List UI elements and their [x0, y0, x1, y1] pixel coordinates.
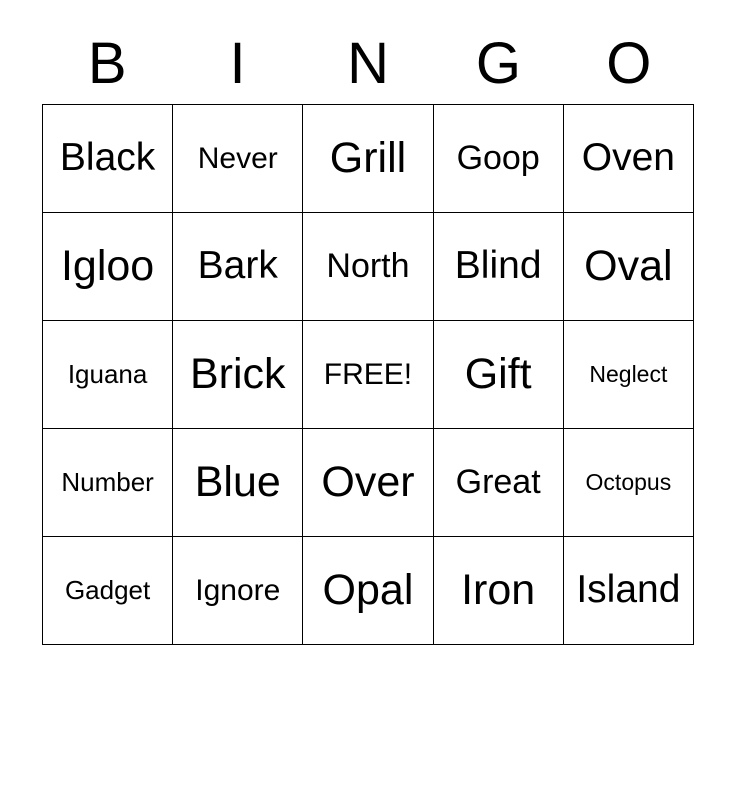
bingo-cell[interactable] — [43, 321, 173, 429]
header-letter-b: B — [87, 31, 127, 96]
header-letter-n: N — [347, 31, 389, 96]
bingo-cell[interactable] — [303, 213, 433, 321]
bingo-cell[interactable] — [563, 213, 693, 321]
bingo-cell[interactable] — [433, 429, 563, 537]
header-letter-g: G — [475, 31, 521, 96]
bingo-cell-label: Gift — [464, 349, 532, 398]
bingo-cell[interactable] — [173, 213, 303, 321]
bingo-cell[interactable] — [433, 537, 563, 645]
bingo-row — [43, 429, 694, 537]
bingo-cell-label: Island — [576, 568, 681, 612]
bingo-cell-label: Great — [455, 462, 541, 501]
bingo-cell-label: Opal — [322, 565, 414, 614]
bingo-cell[interactable] — [303, 537, 433, 645]
bingo-cell-label: Iguana — [67, 358, 148, 389]
bingo-card — [42, 28, 694, 645]
bingo-cell-label: Brick — [190, 349, 286, 398]
bingo-cell[interactable] — [173, 429, 303, 537]
bingo-cell-label: Ignore — [195, 573, 281, 607]
bingo-cell-label: Oval — [584, 241, 673, 290]
bingo-cell-label: Black — [59, 136, 156, 180]
bingo-cell[interactable] — [173, 105, 303, 213]
bingo-cell-label: Grill — [329, 133, 407, 182]
bingo-cell[interactable] — [433, 321, 563, 429]
bingo-cell-label: Blind — [454, 244, 542, 288]
bingo-cell[interactable] — [43, 537, 173, 645]
bingo-cell-label: Gadget — [64, 574, 151, 605]
bingo-cell-label: Number — [61, 466, 154, 497]
header-letter-i: I — [229, 31, 246, 96]
bingo-cell[interactable] — [563, 105, 693, 213]
bingo-cell[interactable] — [303, 429, 433, 537]
bingo-cell-label: FREE! — [323, 357, 413, 391]
bingo-header — [42, 28, 694, 100]
bingo-cell[interactable] — [43, 429, 173, 537]
bingo-row — [43, 105, 694, 213]
bingo-row — [43, 537, 694, 645]
bingo-cell[interactable] — [433, 105, 563, 213]
bingo-row — [43, 321, 694, 429]
bingo-cell[interactable] — [433, 213, 563, 321]
bingo-cell-free[interactable] — [303, 321, 433, 429]
bingo-cell-label: North — [326, 246, 410, 285]
bingo-cell-label: Goop — [456, 138, 540, 177]
bingo-cell-label: Oven — [581, 136, 675, 180]
bingo-cell[interactable] — [173, 321, 303, 429]
bingo-cell[interactable] — [43, 213, 173, 321]
bingo-cell-label: Bark — [197, 244, 278, 288]
bingo-cell[interactable] — [563, 537, 693, 645]
bingo-cell[interactable] — [173, 537, 303, 645]
bingo-cell[interactable] — [303, 105, 433, 213]
bingo-cell[interactable] — [563, 321, 693, 429]
bingo-cell[interactable] — [43, 105, 173, 213]
bingo-cell-label: Never — [197, 141, 278, 175]
bingo-cell-label: Octopus — [585, 469, 672, 496]
bingo-row — [43, 213, 694, 321]
bingo-cell-label: Blue — [194, 457, 281, 506]
bingo-cell-label: Neglect — [589, 361, 668, 388]
header-letter-o: O — [606, 31, 652, 96]
bingo-cell-label: Iron — [461, 565, 536, 614]
bingo-cell-label: Igloo — [60, 241, 155, 290]
bingo-cell-label: Over — [321, 457, 415, 506]
bingo-cell[interactable] — [563, 429, 693, 537]
bingo-grid — [42, 104, 694, 645]
